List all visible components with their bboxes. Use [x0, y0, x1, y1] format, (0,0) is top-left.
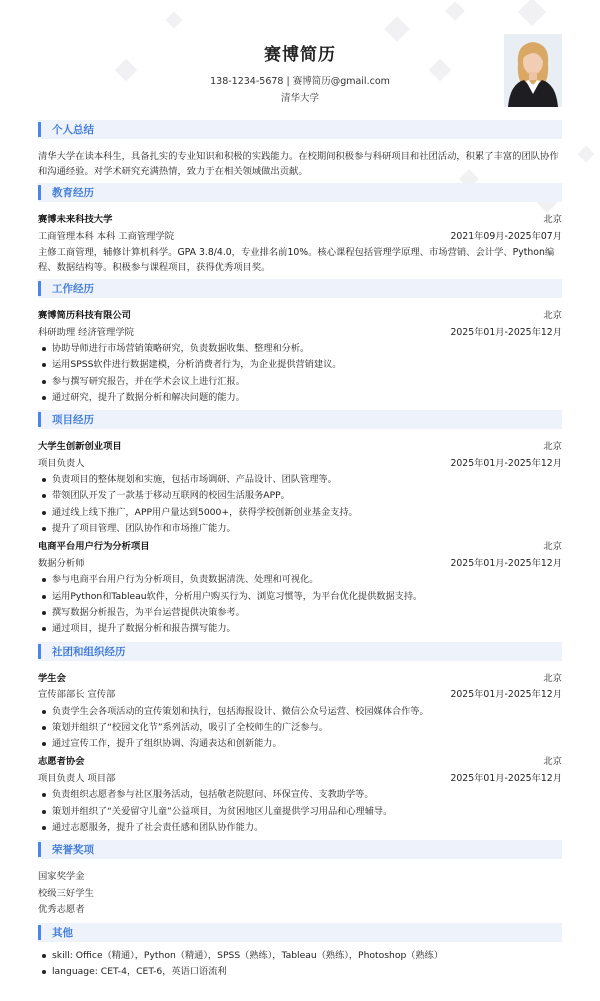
other-list: [38, 948, 562, 981]
bullet-list: [38, 572, 562, 637]
entry-role: 宣传部部长 宣传部: [38, 689, 116, 701]
honor-item: 优秀志愿者: [38, 904, 85, 916]
section-title-work: [38, 279, 562, 298]
entry-location: 北京: [543, 441, 562, 453]
list-item: 提升了项目管理、团队协作和市场推广能力。: [38, 521, 562, 537]
list-item: 撰写数据分析报告，为平台运营提供决策参考。: [38, 605, 562, 621]
entry-location: 北京: [543, 756, 562, 768]
project-entry: [38, 439, 562, 537]
list-item: 参与撰写研究报告，并在学术会议上进行汇报。: [38, 374, 562, 390]
list-item: 策划并组织了“关爱留守儿童”公益项目，为贫困地区儿童提供学习用品和心理辅导。: [38, 804, 562, 820]
resume-header: [38, 0, 562, 116]
list-item: 通过宣传工作，提升了组织协调、沟通表达和创新能力。: [38, 736, 562, 752]
section-title-clubs: [38, 642, 562, 661]
entry-location: 北京: [543, 214, 562, 225]
honor-item: 国家奖学金: [38, 871, 85, 883]
section-title-text: 其他: [52, 926, 73, 939]
portrait-image: [504, 34, 562, 107]
section-title-honors: [38, 840, 562, 859]
list-item: 通过项目，提升了数据分析和报告撰写能力。: [38, 621, 562, 637]
entry-date: 2025年01月-2025年12月: [450, 557, 562, 569]
bullet-list: [38, 472, 562, 537]
section-title-text: 个人总结: [52, 124, 94, 136]
section-title-text: 工作经历: [52, 283, 94, 295]
club-entry: [38, 754, 562, 836]
list-item: 协助导师进行市场营销策略研究，负责数据收集、整理和分析。: [38, 341, 562, 357]
bullet-list: [38, 787, 562, 836]
section-title-projects: [38, 410, 562, 429]
section-title-education: [38, 183, 562, 202]
entry-role: 项目负责人 项目部: [38, 772, 116, 784]
entry-date: 2025年01月-2025年12月: [450, 772, 562, 784]
list-item: 负责组织志愿者参与社区服务活动，包括敬老院慰问、环保宣传、支教助学等。: [38, 787, 562, 803]
list-item: 参与电商平台用户行为分析项目，负责数据清洗、处理和可视化。: [38, 572, 562, 588]
work-entry: [38, 308, 562, 406]
entry-org: 电商平台用户行为分析项目: [38, 541, 150, 553]
entry-date: 2025年01月-2025年12月: [450, 689, 562, 701]
list-item: 负责学生会各项活动的宣传策划和执行，包括海报设计、微信公众号运营、校园媒体合作等。: [38, 704, 562, 720]
skills-item: skill: Office（精通），Python（精通），SPSS（熟练），Tableau（熟练），Photoshop（熟练）: [38, 948, 562, 964]
school-name: 清华大学: [280, 93, 319, 104]
entry-org: 赛博简历科技有限公司: [38, 310, 131, 321]
entry-date: 2021年09月-2025年07月: [450, 230, 562, 242]
entry-role: 项目负责人: [38, 457, 85, 469]
education-entry: [38, 212, 562, 275]
list-item: 带领团队开发了一款基于移动互联网的校园生活服务APP。: [38, 488, 562, 504]
entry-location: 北京: [543, 672, 562, 684]
language-item: language: CET-4，CET-6，英语口语流利: [38, 964, 562, 980]
entry-role: 数据分析师: [38, 557, 85, 569]
list-item: 通过志愿服务，提升了社会责任感和团队协作能力。: [38, 820, 562, 836]
entry-org: 学生会: [38, 672, 66, 684]
list-item: 通过线上线下推广，APP用户量达到5000+，获得学校创新创业基金支持。: [38, 505, 562, 521]
project-entry: [38, 539, 562, 637]
list-item: 负责项目的整体规划和实施，包括市场调研、产品设计、团队管理等。: [38, 472, 562, 488]
list-item: 通过研究，提升了数据分析和解决问题的能力。: [38, 390, 562, 406]
section-title-text: 荣誉奖项: [52, 844, 94, 857]
list-item: 策划并组织了“校园文化节”系列活动，吸引了全校师生的广泛参与。: [38, 720, 562, 736]
list-item: 运用Python和Tableau软件，分析用户购买行为、浏览习惯等，为平台优化提供数据支持。: [38, 589, 562, 605]
section-title-text: 教育经历: [52, 187, 94, 199]
entry-org: 大学生创新创业项目: [38, 441, 122, 453]
section-title-summary: [38, 120, 562, 139]
section-title-text: 社团和组织经历: [52, 645, 126, 658]
summary-text: 清华大学在读本科生，具备扎实的专业知识和积极的实践能力。在校期间积极参与科研项目和社团活动，积累了丰富的团队协作和沟通经验。对学术研究充满热情，致力于在相关领域做出贡献。: [38, 151, 559, 177]
club-entry: [38, 671, 562, 753]
entry-org: 志愿者协会: [38, 756, 85, 768]
entry-org: 赛博未来科技大学: [38, 214, 113, 225]
entry-role: 科研助理 经济管理学院: [38, 326, 134, 338]
entry-role: 工商管理本科 本科 工商管理学院: [38, 230, 175, 242]
candidate-name: 赛博简历: [264, 45, 336, 65]
honors-list: [38, 869, 562, 919]
section-title-text: 项目经历: [52, 414, 94, 427]
contact-info: 138-1234-5678 | 赛博简历@gmail.com: [210, 76, 390, 87]
entry-date: 2025年01月-2025年12月: [450, 457, 562, 469]
section-title-other: [38, 923, 562, 942]
entry-date: 2025年01月-2025年12月: [450, 326, 562, 338]
entry-description: 主修工商管理，辅修计算机科学。GPA 3.8/4.0，专业排名前10%。核心课程包括管理学原理、市场营销、会计学、Python编程、数据结构等。积极参与课程项目，获得优秀项目奖。: [38, 247, 555, 273]
honor-item: 校级三好学生: [38, 887, 94, 899]
profile-photo: [504, 34, 562, 107]
list-item: 运用SPSS软件进行数据建模，分析消费者行为，为企业提供营销建议。: [38, 357, 562, 373]
bullet-list: [38, 341, 562, 406]
entry-location: 北京: [543, 310, 562, 321]
entry-location: 北京: [543, 541, 562, 553]
bullet-list: [38, 704, 562, 753]
